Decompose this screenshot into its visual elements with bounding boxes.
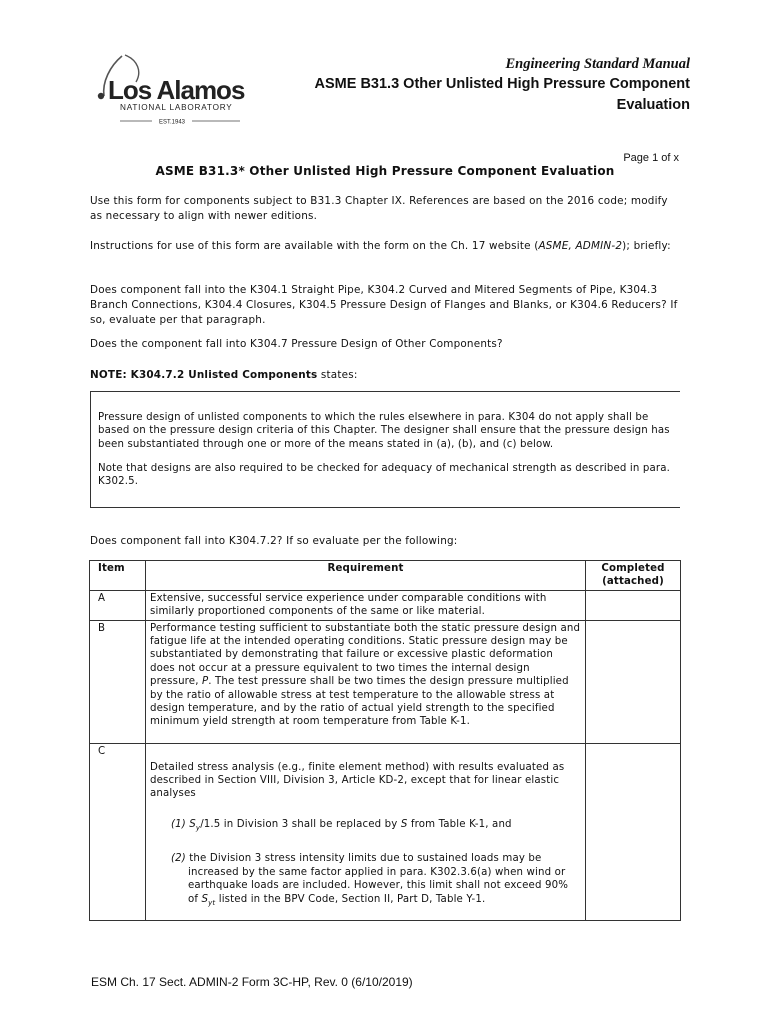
pressure-symbol: P xyxy=(201,676,209,688)
k3047-question-paragraph: Does the component fall into K304.7 Pressure Design of Other Components? xyxy=(90,338,503,350)
subitem-2-subscript: yt xyxy=(208,898,216,907)
page-footer: ESM Ch. 17 Sect. ADMIN-2 Form 3C-HP, Rev. 0 (6/10/2019) xyxy=(91,975,413,989)
item-cell: C xyxy=(90,743,146,920)
logo-subtitle: NATIONAL LABORATORY xyxy=(120,103,233,112)
completed-cell[interactable] xyxy=(586,590,681,620)
subitem-1-symbol: S xyxy=(400,818,408,830)
manual-name: Engineering Standard Manual xyxy=(505,56,690,72)
requirement-text: Performance testing sufficient to substantiate both the static pressure design and fatigue life at the intended operating conditions. Static pressure design may be substantiated by demonstrating that failure or excessive plastic deformation does not occur at a pressure equivalent to two times the internal design pressure, xyxy=(150,622,581,688)
subitem-1-tail: from Table K-1, and xyxy=(407,818,512,830)
subitem-2-symbol: S xyxy=(201,893,209,905)
subitem-2-tail: listed in the BPV Code, Section II, Part D, Table Y-1. xyxy=(215,893,486,905)
requirement-cell xyxy=(146,620,586,743)
header-title-line1: ASME B31.3 Other Unlisted High Pressure Component xyxy=(314,76,690,92)
instructions-tail: ); briefly: xyxy=(622,240,671,252)
table-row xyxy=(90,620,681,743)
requirement-subitem-2 xyxy=(150,852,581,910)
subitem-2-number: (2) xyxy=(171,853,186,865)
los-alamos-logo xyxy=(92,52,252,126)
note-label: NOTE: K304.7.2 Unlisted Components xyxy=(90,369,318,381)
note-paragraph xyxy=(90,368,682,383)
intro-paragraph: Use this form for components subject to B31.3 Chapter IX. References are based on the 2016 code; modify as necessary to align with newer editions. xyxy=(90,195,668,222)
subitem-1-text: /1.5 in Division 3 shall be replaced by xyxy=(200,818,401,830)
requirement-subitem-1 xyxy=(150,818,581,835)
k30472-question-paragraph: Does component fall into K304.7.2? If so evaluate per the following: xyxy=(90,535,458,547)
header-completed: Completed (attached) xyxy=(586,561,681,591)
document-title: ASME B31.3* Other Unlisted High Pressure Component Evaluation xyxy=(155,164,615,178)
completed-cell[interactable] xyxy=(586,620,681,743)
table-row xyxy=(90,743,681,920)
header-requirement: Requirement xyxy=(146,561,586,591)
logo-established: EST.1943 xyxy=(159,119,186,126)
subitem-1-number: (1) S xyxy=(171,818,196,830)
instructions-reference: ASME, ADMIN-2 xyxy=(538,240,623,252)
quote-paragraph-2: Note that designs are also required to be checked for adequacy of mechanical strength as described in para. K302.5. xyxy=(98,462,670,488)
subitem-2-text: the Division 3 stress intensity limits due to sustained loads may be increased by the same factor applied in para. K302.3.6(a) when wind or earthquake loads are included. However, this limit shall not exceed 90% of xyxy=(185,853,569,905)
requirement-cell: Extensive, successful service experience under comparable conditions with similarly proportioned components of the same or like material. xyxy=(146,590,586,620)
completed-cell[interactable] xyxy=(586,743,681,920)
logo-graphic xyxy=(92,52,252,126)
requirement-text-cont: . The test pressure shall be two times the design pressure multiplied by the ratio of allowable stress at test temperature to the allowable stress at design temperature, and by the ratio of actual yield strength to the specified minimum yield strength at room temperature from Table K-1. xyxy=(150,676,569,728)
requirement-cell xyxy=(146,743,586,920)
page-number: Page 1 of x xyxy=(623,152,679,164)
instructions-text: Instructions for use of this form are available with the form on the Ch. 17 website ( xyxy=(90,240,539,252)
document-header xyxy=(315,56,690,113)
note-tail: states: xyxy=(317,369,358,381)
subitem-1-subscript: y xyxy=(195,823,201,832)
item-cell: A xyxy=(90,590,146,620)
logo-wordmark: Los Alamos xyxy=(108,75,245,105)
quote-paragraph-1: Pressure design of unlisted components to which the rules elsewhere in para. K304 do not apply shall be based on the pressure design criteria of this Chapter. The designer shall ensure that the pressure design has been substantiated through one or more of the means stated in (a), (b), and (c) below. xyxy=(98,412,670,450)
quoted-code-text xyxy=(90,391,680,508)
requirements-table xyxy=(89,560,681,921)
table-header-row xyxy=(90,561,681,591)
header-title-line2: Evaluation xyxy=(616,97,690,113)
k304-question-paragraph: Does component fall into the K304.1 Straight Pipe, K304.2 Curved and Mitered Segments of Pipe, K304.3 Branch Connections, K304.4 Closures, K304.5 Pressure Design of Flanges and Blanks, or K304.6 Reducers? If so, evaluate per that paragraph. xyxy=(90,284,678,326)
instructions-paragraph xyxy=(90,239,682,254)
item-cell: B xyxy=(90,620,146,743)
requirement-intro: Detailed stress analysis (e.g., finite element method) with results evaluated as described in Section VIII, Division 3, Article KD-2, except that for linear elastic analyses xyxy=(150,761,565,800)
header-item: Item xyxy=(90,561,146,591)
table-row xyxy=(90,590,681,620)
